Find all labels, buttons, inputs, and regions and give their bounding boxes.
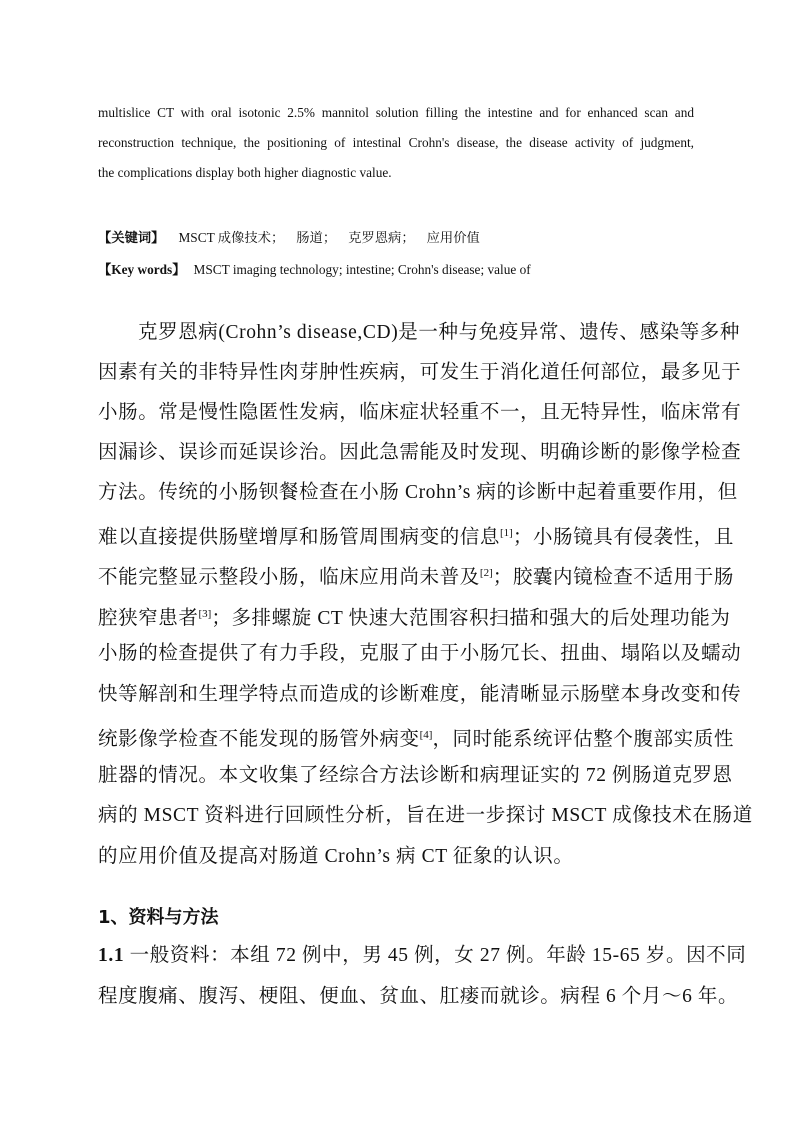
paragraph-line bbox=[98, 513, 734, 553]
line-text: ；多排螺旋 CT 快速大范围容积扫描和强大的后处理功能为 bbox=[211, 608, 731, 629]
paragraph-line bbox=[98, 715, 734, 755]
paragraph-line bbox=[98, 553, 734, 593]
keyword: 肠道； bbox=[296, 230, 337, 245]
citation-ref[interactable]: [2] bbox=[479, 567, 493, 579]
paragraph-line: 快等解剖和生理学特点而造成的诊断难度，能清晰显示肠壁本身改变和传 bbox=[98, 684, 742, 705]
paragraph-line: 程度腹痛、腹泻、梗阻、便血、贫血、肛瘘而就诊。病程 6 个月～6 年。 bbox=[98, 986, 739, 1007]
keywords-text: MSCT imaging technology; intestine; Crohn's disease; value of bbox=[193, 262, 531, 277]
abstract-english bbox=[98, 98, 694, 188]
line-text: 一般资料：本组 72 例中，男 45 例，女 27 例。年龄 15-65 岁。因不同 bbox=[129, 945, 747, 966]
keywords-chinese bbox=[98, 227, 480, 246]
keywords-label: 【Key words】 bbox=[98, 262, 186, 277]
keywords-label: 【关键词】 bbox=[98, 230, 165, 245]
line-text: 腔狭窄患者 bbox=[98, 608, 199, 629]
line-text: ；胶囊内镜检查不适用于肠 bbox=[492, 567, 734, 588]
paragraph-line: 病的 MSCT 资料进行回顾性分析，旨在进一步探讨 MSCT 成像技术在肠道 bbox=[98, 805, 753, 826]
line-text: 不能完整显示整段小肠，临床应用尚未普及 bbox=[98, 567, 480, 588]
citation-ref[interactable]: [1] bbox=[500, 527, 513, 539]
line-text: ，同时能系统评估整个腹部实质性 bbox=[432, 729, 734, 750]
paragraph-line: 脏器的情况。本文收集了经综合方法诊断和病理证实的 72 例肠道克罗恩 bbox=[98, 765, 733, 786]
paragraph-line: 因素有关的非特异性肉芽肿性疾病，可发生于消化道任何部位，最多见于 bbox=[98, 362, 742, 383]
abstract-line: the complications display both higher diagnostic value. bbox=[98, 165, 392, 180]
paragraph-line bbox=[98, 936, 747, 976]
subsection-number: 1.1 bbox=[98, 945, 125, 966]
keyword: 应用价值 bbox=[426, 230, 480, 245]
paragraph-line: 小肠。常是慢性隐匿性发病，临床症状轻重不一，且无特异性，临床常有 bbox=[98, 402, 742, 423]
abstract-line: reconstruction technique, the positioning of intestinal Crohn's disease, the disease activity of judgment, bbox=[98, 135, 694, 150]
paragraph-line bbox=[98, 594, 731, 634]
line-text: 难以直接提供肠壁增厚和肠管周围病变的信息 bbox=[98, 527, 501, 548]
line-text: ；小肠镜具有侵袭性，且 bbox=[512, 527, 734, 548]
paragraph-line: 因漏诊、误诊而延误诊治。因此急需能及时发现、明确诊断的影像学检查 bbox=[98, 442, 742, 463]
citation-ref[interactable]: [4] bbox=[419, 729, 433, 741]
paragraph-line: 克罗恩病(Crohn’s disease,CD)是一种与免疫异常、遗传、感染等多种 bbox=[138, 322, 740, 343]
citation-ref[interactable]: [3] bbox=[198, 608, 212, 620]
paragraph-line: 小肠的检查提供了有力手段，克服了由于小肠冗长、扭曲、塌陷以及蠕动 bbox=[98, 643, 742, 664]
keywords-english bbox=[98, 259, 531, 278]
section-heading: 1、资料与方法 bbox=[98, 907, 219, 928]
keyword: 克罗恩病； bbox=[348, 230, 415, 245]
paragraph-line: 方法。传统的小肠钡餐检查在小肠 Crohn’s 病的诊断中起着重要作用，但 bbox=[98, 482, 738, 503]
abstract-line: multislice CT with oral isotonic 2.5% mannitol solution filling the intestine and for enhanced scan and bbox=[98, 105, 694, 120]
line-text: 统影像学检查不能发现的肠管外病变 bbox=[98, 729, 420, 750]
keyword: MSCT 成像技术； bbox=[178, 230, 285, 245]
paragraph-line: 的应用价值及提高对肠道 Crohn’s 病 CT 征象的认识。 bbox=[98, 846, 574, 867]
